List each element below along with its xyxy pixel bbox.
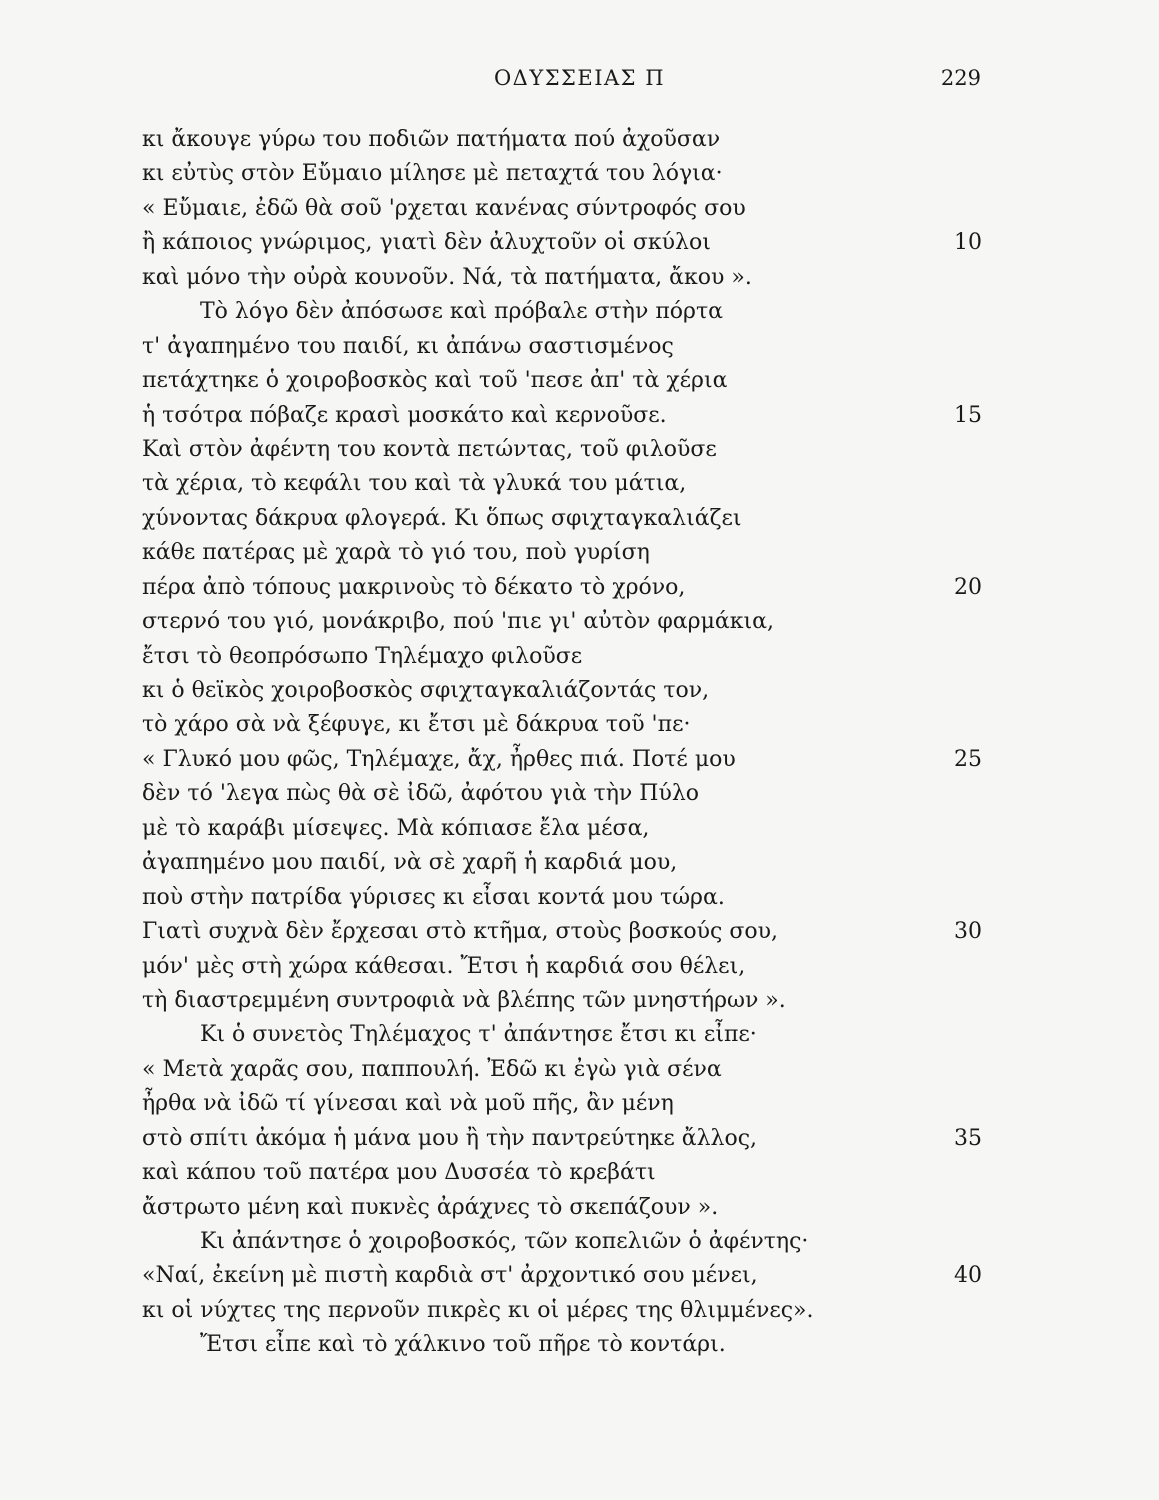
verse-text: κι οἱ νύχτες της περνοῦν πικρὲς κι οἱ μέρες της θλιμμένες». xyxy=(142,1297,814,1323)
verse-line xyxy=(142,881,982,915)
verse-text: « Μετὰ χαρᾶς σου, παππουλή. Ἐδῶ κι ἐγὼ γιὰ σένα xyxy=(142,1056,722,1082)
verse-text: ἡ τσότρα πόβαζε κρασὶ μοσκάτο καὶ κερνοῦσε. xyxy=(142,402,667,428)
verse-text: « Γλυκό μου φῶς, Τηλέμαχε, ἄχ, ἦρθες πιά. Ποτέ μου xyxy=(142,746,736,772)
verse-line xyxy=(142,226,982,260)
verse-text: Κι ἀπάντησε ὁ χοιροβοσκός, τῶν κοπελιῶν ὁ ἀφέντης· xyxy=(200,1229,809,1254)
verse-line xyxy=(142,502,982,536)
verse-line xyxy=(142,1087,982,1121)
verse-line xyxy=(142,1191,982,1225)
verse-text: «Ναί, ἐκείνη μὲ πιστὴ καρδιὰ στ' ἀρχοντικό σου μένει, xyxy=(142,1263,758,1289)
verse-line xyxy=(142,605,982,639)
verse-text: κι εὐτὺς στὸν Εὔμαιο μίλησε μὲ πεταχτά του λόγια· xyxy=(142,161,723,187)
verse-block xyxy=(142,123,982,1363)
verse-text: Κι ὁ συνετὸς Τηλέμαχος τ' ἀπάντησε ἔτσι κι εἶπε· xyxy=(200,1022,757,1048)
verse-line xyxy=(142,984,982,1018)
line-number: 10 xyxy=(954,230,982,256)
verse-line xyxy=(142,777,982,811)
verse-line xyxy=(142,399,982,433)
verse-line xyxy=(142,295,982,329)
verse-line xyxy=(142,708,982,742)
verse-text: « Εὔμαιε, ἐδῶ θὰ σοῦ 'ρχεται κανένας σύντροφός σου xyxy=(142,195,746,221)
verse-text: ἢ κάποιος γνώριμος, γιατὶ δὲν ἀλυχτοῦν οἱ σκύλοι xyxy=(142,230,711,256)
line-number: 15 xyxy=(954,402,982,428)
verse-text: κάθε πατέρας μὲ χαρὰ τὸ γιό του, ποὺ γυρίση xyxy=(142,540,650,566)
verse-line xyxy=(142,1259,982,1293)
verse-line xyxy=(142,1225,982,1259)
verse-line xyxy=(142,915,982,949)
verse-text: τὰ χέρια, τὸ κεφάλι του καὶ τὰ γλυκά του μάτια, xyxy=(142,471,687,497)
verse-text: μόν' μὲς στὴ χώρα κάθεσαι. Ἔτσι ἡ καρδιά σου θέλει, xyxy=(142,953,746,979)
verse-text: πετάχτηκε ὁ χοιροβοσκὸς καὶ τοῦ 'πεσε ἀπ' τὰ χέρια xyxy=(142,368,728,394)
verse-line xyxy=(142,467,982,501)
verse-text: τὸ χάρο σὰ νὰ ξέφυγε, κι ἔτσι μὲ δάκρυα τοῦ 'πε· xyxy=(142,712,691,738)
verse-line xyxy=(142,1328,982,1362)
verse-line xyxy=(142,123,982,157)
verse-text: δὲν τό 'λεγα πὼς θὰ σὲ ἰδῶ, ἀφότου γιὰ τὴν Πύλο xyxy=(142,781,700,807)
line-number: 30 xyxy=(954,919,982,945)
line-number: 40 xyxy=(954,1263,982,1289)
verse-line xyxy=(142,261,982,295)
running-header-title: ΟΔΥΣΣΕΙΑΣ Π xyxy=(493,66,666,90)
verse-line xyxy=(142,433,982,467)
verse-text: μὲ τὸ καράβι μίσεψες. Μὰ κόπιασε ἔλα μέσα, xyxy=(142,815,650,841)
verse-line xyxy=(142,950,982,984)
line-number: 25 xyxy=(954,746,982,772)
verse-line xyxy=(142,640,982,674)
verse-text: ποὺ στὴν πατρίδα γύρισες κι εἶσαι κοντά μου τώρα. xyxy=(142,884,725,910)
verse-text: καὶ κάπου τοῦ πατέρα μου Δυσσέα τὸ κρεβάτι xyxy=(142,1160,656,1186)
verse-line xyxy=(142,1294,982,1328)
verse-line xyxy=(142,192,982,226)
verse-line xyxy=(142,571,982,605)
verse-text: Καὶ στὸν ἀφέντη του κοντὰ πετώντας, τοῦ φιλοῦσε xyxy=(142,436,717,462)
verse-line xyxy=(142,536,982,570)
verse-text: ἦρθα νὰ ἰδῶ τί γίνεσαι καὶ νὰ μοῦ πῆς, ἂν μένη xyxy=(142,1091,674,1117)
verse-text: χύνοντας δάκρυα φλογερά. Κι ὅπως σφιχταγκαλιάζει xyxy=(142,505,742,531)
verse-text: ἀγαπημένο μου παιδί, νὰ σὲ χαρῆ ἡ καρδιά μου, xyxy=(142,850,678,876)
verse-text: Ἔτσι εἶπε καὶ τὸ χάλκινο τοῦ πῆρε τὸ κοντάρι. xyxy=(200,1332,726,1358)
verse-line xyxy=(142,846,982,880)
verse-line xyxy=(142,1122,982,1156)
verse-text: κι ὁ θεϊκὸς χοιροβοσκὸς σφιχταγκαλιάζοντάς τον, xyxy=(142,678,710,703)
verse-text: κι ἄκουγε γύρω του ποδιῶν πατήματα πού ἀχοῦσαν xyxy=(142,127,721,152)
verse-line xyxy=(142,1053,982,1087)
verse-text: στὸ σπίτι ἀκόμα ἡ μάνα μου ἢ τὴν παντρεύτηκε ἄλλος, xyxy=(142,1125,758,1151)
verse-line xyxy=(142,364,982,398)
verse-text: τ' ἀγαπημένο του παιδί, κι ἀπάνω σαστισμένος xyxy=(142,333,674,359)
verse-line xyxy=(142,743,982,777)
verse-text: Τὸ λόγο δὲν ἀπόσωσε καὶ πρόβαλε στὴν πόρτα xyxy=(200,299,724,325)
line-number: 20 xyxy=(954,574,982,600)
verse-line xyxy=(142,1156,982,1190)
verse-line xyxy=(142,157,982,191)
verse-text: ἄστρωτο μένη καὶ πυκνὲς ἀράχνες τὸ σκεπάζουν ». xyxy=(142,1194,719,1220)
verse-text: τὴ διαστρεμμένη συντροφιὰ νὰ βλέπης τῶν μνηστήρων ». xyxy=(142,987,786,1013)
verse-line xyxy=(142,674,982,708)
verse-line xyxy=(142,1018,982,1052)
page-number: 229 xyxy=(940,66,981,90)
verse-text: πέρα ἀπὸ τόπους μακρινοὺς τὸ δέκατο τὸ χρόνο, xyxy=(142,574,686,600)
verse-text: ἔτσι τὸ θεοπρόσωπο Τηλέμαχο φιλοῦσε xyxy=(142,643,583,669)
verse-text: στερνό του γιό, μονάκριβο, πού 'πιε γι' αὐτὸν φαρμάκια, xyxy=(142,609,774,635)
line-number: 35 xyxy=(954,1125,982,1151)
verse-text: Γιατὶ συχνὰ δὲν ἔρχεσαι στὸ κτῆμα, στοὺς βοσκούς σου, xyxy=(142,919,778,945)
verse-line xyxy=(142,812,982,846)
verse-text: καὶ μόνο τὴν οὐρὰ κουνοῦν. Νά, τὰ πατήματα, ἄκου ». xyxy=(142,264,752,290)
verse-line xyxy=(142,330,982,364)
